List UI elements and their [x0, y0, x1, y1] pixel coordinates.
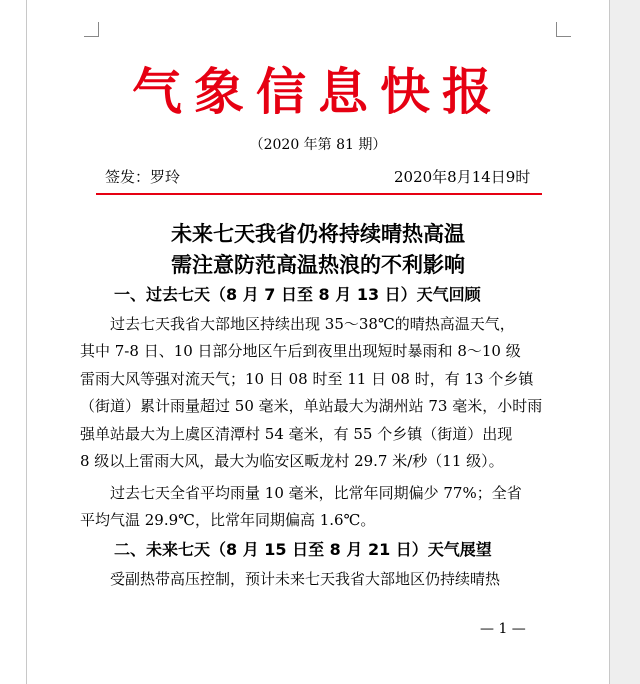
masthead-title: 气象信息快报	[132, 62, 504, 121]
text-line: （街道）累计雨量超过 50 毫米，单站最大为湖州站 73 毫米，小时雨	[80, 397, 543, 416]
headline	[26, 218, 610, 280]
issue-datetime: 2020年8月14日9时	[394, 168, 531, 186]
viewer-gutter	[610, 0, 640, 684]
text-line: 其中 7-8 日、10 日部分地区午后到夜里出现短时暴雨和 8～10 级	[80, 342, 521, 361]
text-line: 过去七天我省大部地区持续出现 35～38℃的晴热高温天气，	[80, 315, 515, 333]
headline-line: 未来七天我省仍将持续晴热高温	[171, 221, 465, 246]
crop-mark-top-left	[84, 22, 99, 37]
red-divider	[96, 193, 542, 195]
issue-number: （2020 年第 81 期）	[249, 137, 387, 153]
text-line: 雷雨大风等强对流天气；10 日 08 时至 11 日 08 时，有 13 个乡镇	[80, 369, 534, 388]
headline-line: 需注意防范高温热浪的不利影响	[171, 252, 465, 277]
text-line: 过去七天全省平均雨量 10 毫米，比常年同期偏少 77%；全省	[80, 484, 522, 502]
section-heading-past: 一、过去七天（8 月 7 日至 8 月 13 日）天气回顾	[114, 285, 481, 304]
text-line: 受副热带高压控制，预计未来七天我省大部地区仍持续晴热	[80, 570, 501, 588]
signer: 签发：罗玲	[105, 168, 181, 186]
crop-mark-top-right	[556, 22, 571, 37]
text-line: 强单站最大为上虞区清潭村 54 毫米，有 55 个乡镇（街道）出现	[80, 424, 513, 443]
text-line: 平均气温 29.9℃，比常年同期偏高 1.6℃。	[80, 511, 376, 530]
paragraph-outlook	[80, 566, 532, 593]
text-line: 8 级以上雷雨大风，最大为临安区畈龙村 29.7 米/秒（11 级）。	[80, 452, 504, 471]
section-heading-outlook: 二、未来七天（8 月 15 日至 8 月 21 日）天气展望	[114, 540, 492, 559]
paragraph-past-weather	[80, 311, 543, 475]
paragraph-statistics	[80, 480, 532, 535]
page-number: — 1 —	[480, 621, 526, 637]
